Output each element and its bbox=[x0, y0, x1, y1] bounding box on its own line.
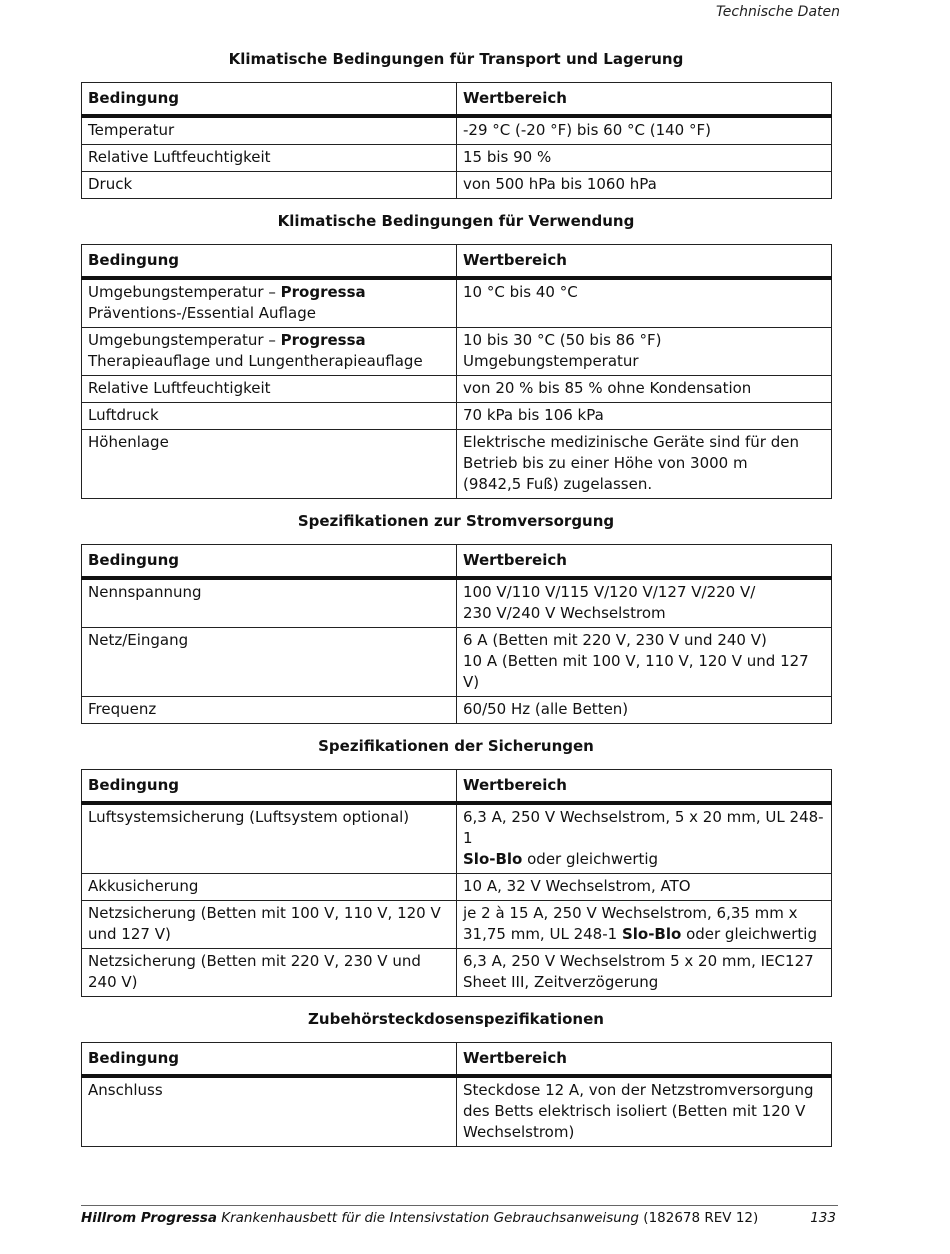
condition-cell bbox=[82, 145, 457, 172]
cell-line bbox=[463, 1080, 825, 1101]
text-segment: 6 A (Betten mit 220 V, 230 V und 240 V) bbox=[463, 631, 767, 649]
condition-cell bbox=[82, 403, 457, 430]
table-row bbox=[82, 172, 832, 199]
spec-table bbox=[81, 1042, 832, 1147]
cell-line bbox=[88, 330, 450, 351]
cell-line bbox=[463, 630, 825, 651]
section-title: Spezifikationen der Sicherungen bbox=[318, 737, 594, 755]
range-cell bbox=[457, 278, 832, 328]
cell-line bbox=[88, 282, 450, 303]
range-cell bbox=[457, 145, 832, 172]
section-title: Klimatische Bedingungen für Transport und Lagerung bbox=[228, 50, 684, 68]
table-row bbox=[82, 901, 832, 949]
table-row bbox=[82, 328, 832, 376]
range-cell bbox=[457, 328, 832, 376]
column-header-range: Wertbereich bbox=[457, 545, 832, 579]
spec-table bbox=[81, 82, 832, 199]
cell-line bbox=[88, 876, 450, 897]
cell-line bbox=[88, 807, 450, 828]
cell-line bbox=[88, 147, 450, 168]
text-segment: 6,3 A, 250 V Wechselstrom 5 x 20 mm, IEC127 bbox=[463, 952, 814, 970]
condition-cell bbox=[82, 949, 457, 997]
condition-cell bbox=[82, 172, 457, 199]
page-number: 133 bbox=[810, 1210, 836, 1226]
condition-cell bbox=[82, 116, 457, 145]
text-segment: -29 °C (-20 °F) bis 60 °C (140 °F) bbox=[463, 121, 711, 139]
column-header-condition: Bedingung bbox=[82, 1043, 457, 1077]
cell-line bbox=[88, 699, 450, 720]
range-cell bbox=[457, 1076, 832, 1147]
table-row bbox=[82, 376, 832, 403]
text-segment: Betrieb bis zu einer Höhe von 3000 m bbox=[463, 454, 748, 472]
cell-line bbox=[88, 174, 450, 195]
column-header-range: Wertbereich bbox=[457, 83, 832, 117]
table-header-row bbox=[82, 545, 832, 579]
table-row bbox=[82, 949, 832, 997]
text-segment: Wechselstrom) bbox=[463, 1123, 575, 1141]
column-header-range: Wertbereich bbox=[457, 245, 832, 279]
table-row bbox=[82, 697, 832, 724]
cell-line bbox=[88, 582, 450, 603]
range-cell bbox=[457, 172, 832, 199]
cell-line bbox=[88, 432, 450, 453]
condition-cell bbox=[82, 328, 457, 376]
cell-line bbox=[463, 951, 825, 972]
cell-line bbox=[463, 972, 825, 993]
text-segment: 10 A, 32 V Wechselstrom, ATO bbox=[463, 877, 691, 895]
text-segment: (9842,5 Fuß) zugelassen. bbox=[463, 475, 653, 493]
spec-table bbox=[81, 244, 832, 499]
table-header-row bbox=[82, 1043, 832, 1077]
cell-line bbox=[88, 951, 450, 972]
column-header-condition: Bedingung bbox=[82, 245, 457, 279]
cell-line bbox=[88, 630, 450, 651]
text-segment: 10 °C bis 40 °C bbox=[463, 283, 578, 301]
bold-text: Slo-Blo bbox=[621, 925, 682, 943]
range-cell bbox=[457, 628, 832, 697]
cell-line bbox=[463, 405, 825, 426]
text-segment: Präventions-/Essential Auflage bbox=[88, 304, 316, 322]
spec-table bbox=[81, 769, 832, 997]
cell-line bbox=[88, 972, 450, 993]
condition-cell bbox=[82, 901, 457, 949]
cell-line bbox=[463, 432, 825, 453]
cell-line bbox=[463, 282, 825, 303]
condition-cell bbox=[82, 430, 457, 499]
text-segment: Akkusicherung bbox=[88, 877, 199, 895]
cell-line bbox=[463, 1122, 825, 1143]
range-cell bbox=[457, 116, 832, 145]
text-segment: 15 bis 90 % bbox=[463, 148, 552, 166]
cell-line bbox=[463, 378, 825, 399]
text-segment: Druck bbox=[88, 175, 133, 193]
table-row bbox=[82, 874, 832, 901]
column-header-condition: Bedingung bbox=[82, 545, 457, 579]
cell-line bbox=[463, 924, 825, 945]
table-row bbox=[82, 116, 832, 145]
condition-cell bbox=[82, 376, 457, 403]
column-header-range: Wertbereich bbox=[457, 770, 832, 804]
table-row bbox=[82, 278, 832, 328]
cell-line bbox=[463, 603, 825, 624]
section-title: Klimatische Bedingungen für Verwendung bbox=[277, 212, 635, 230]
cell-line bbox=[463, 699, 825, 720]
table-row bbox=[82, 403, 832, 430]
text-segment: oder gleichwertig bbox=[681, 925, 817, 943]
cell-line bbox=[88, 351, 450, 372]
range-cell bbox=[457, 376, 832, 403]
cell-line bbox=[88, 303, 450, 324]
section-title: Spezifikationen zur Stromversorgung bbox=[297, 512, 615, 530]
cell-line bbox=[463, 903, 825, 924]
cell-line bbox=[88, 903, 450, 924]
text-segment: Luftdruck bbox=[88, 406, 159, 424]
text-segment: Steckdose 12 A, von der Netzstromversorgung bbox=[463, 1081, 814, 1099]
page-footer bbox=[81, 1205, 838, 1226]
range-cell bbox=[457, 403, 832, 430]
text-segment: 31,75 mm, UL 248-1 bbox=[463, 925, 622, 943]
table-row bbox=[82, 145, 832, 172]
text-segment: von 20 % bis 85 % ohne Kondensation bbox=[463, 379, 752, 397]
text-segment: 10 bis 30 °C (50 bis 86 °F) Umgebungstemperatur bbox=[463, 331, 662, 370]
condition-cell bbox=[82, 803, 457, 874]
text-segment: je 2 à 15 A, 250 V Wechselstrom, 6,35 mm x bbox=[463, 904, 798, 922]
cell-line bbox=[88, 924, 450, 945]
text-segment: 100 V/110 V/115 V/120 V/127 V/220 V/ bbox=[463, 583, 756, 601]
cell-line bbox=[463, 474, 825, 495]
text-segment: Netzsicherung (Betten mit 220 V, 230 V und bbox=[88, 952, 421, 970]
cell-line bbox=[463, 120, 825, 141]
bold-text: Progressa bbox=[280, 283, 366, 301]
table-row bbox=[82, 578, 832, 628]
range-cell bbox=[457, 901, 832, 949]
column-header-condition: Bedingung bbox=[82, 83, 457, 117]
bold-text: Progressa bbox=[280, 331, 366, 349]
cell-line bbox=[463, 174, 825, 195]
table-row bbox=[82, 1076, 832, 1147]
cell-line bbox=[88, 1080, 450, 1101]
cell-line bbox=[463, 651, 825, 693]
text-segment: und 127 V) bbox=[88, 925, 171, 943]
column-header-condition: Bedingung bbox=[82, 770, 457, 804]
document-body bbox=[81, 48, 831, 1158]
column-header-range: Wertbereich bbox=[457, 1043, 832, 1077]
text-segment: 70 kPa bis 106 kPa bbox=[463, 406, 604, 424]
text-segment: Sheet III, Zeitverzögerung bbox=[463, 973, 659, 991]
table-row bbox=[82, 628, 832, 697]
text-segment: Relative Luftfeuchtigkeit bbox=[88, 148, 271, 166]
condition-cell bbox=[82, 278, 457, 328]
table-header-row bbox=[82, 83, 832, 117]
condition-cell bbox=[82, 1076, 457, 1147]
cell-line bbox=[463, 453, 825, 474]
text-segment: 10 A (Betten mit 100 V, 110 V, 120 V und 127 V) bbox=[463, 652, 809, 691]
cell-line bbox=[88, 120, 450, 141]
spec-table bbox=[81, 544, 832, 724]
table-header-row bbox=[82, 245, 832, 279]
table-row bbox=[82, 803, 832, 874]
text-segment: Temperatur bbox=[88, 121, 175, 139]
text-segment: Luftsystemsicherung (Luftsystem optional) bbox=[88, 808, 410, 826]
cell-line bbox=[88, 378, 450, 399]
cell-line bbox=[463, 1101, 825, 1122]
text-segment: Netz/Eingang bbox=[88, 631, 189, 649]
condition-cell bbox=[82, 874, 457, 901]
text-segment: oder gleichwertig bbox=[522, 850, 659, 868]
text-segment: Umgebungstemperatur – bbox=[88, 331, 281, 349]
text-segment: Höhenlage bbox=[88, 433, 169, 451]
range-cell bbox=[457, 803, 832, 874]
page-header: Technische Daten bbox=[715, 4, 840, 20]
text-segment: Anschluss bbox=[88, 1081, 163, 1099]
range-cell bbox=[457, 697, 832, 724]
text-segment: Nennspannung bbox=[88, 583, 202, 601]
cell-line bbox=[463, 582, 825, 603]
cell-line bbox=[463, 849, 825, 870]
range-cell bbox=[457, 578, 832, 628]
table-row bbox=[82, 430, 832, 499]
range-cell bbox=[457, 874, 832, 901]
text-segment: des Betts elektrisch isoliert (Betten mit 120 V bbox=[463, 1102, 806, 1120]
section-title: Zubehörsteckdosenspezifikationen bbox=[308, 1010, 604, 1028]
text-segment: 230 V/240 V Wechselstrom bbox=[463, 604, 666, 622]
cell-line bbox=[463, 147, 825, 168]
cell-line bbox=[463, 330, 825, 372]
text-segment: Umgebungstemperatur – bbox=[88, 283, 281, 301]
condition-cell bbox=[82, 628, 457, 697]
condition-cell bbox=[82, 578, 457, 628]
text-segment: Netzsicherung (Betten mit 100 V, 110 V, 120 V bbox=[88, 904, 441, 922]
footer-description: Krankenhausbett für die Intensivstation Gebrauchsanweisung bbox=[221, 1210, 639, 1226]
cell-line bbox=[88, 405, 450, 426]
bold-text: Slo-Blo bbox=[463, 850, 523, 868]
range-cell bbox=[457, 430, 832, 499]
text-segment: 6,3 A, 250 V Wechselstrom, 5 x 20 mm, UL 248-1 bbox=[463, 808, 824, 847]
text-segment: 60/50 Hz (alle Betten) bbox=[463, 700, 629, 718]
text-segment: Relative Luftfeuchtigkeit bbox=[88, 379, 271, 397]
condition-cell bbox=[82, 697, 457, 724]
table-header-row bbox=[82, 770, 832, 804]
text-segment: Frequenz bbox=[88, 700, 157, 718]
text-segment: 240 V) bbox=[88, 973, 138, 991]
range-cell bbox=[457, 949, 832, 997]
footer-brand: Hillrom Progressa bbox=[81, 1210, 217, 1226]
cell-line bbox=[463, 807, 825, 849]
text-segment: Therapieauflage und Lungentherapieauflage bbox=[88, 352, 423, 370]
text-segment: von 500 hPa bis 1060 hPa bbox=[463, 175, 657, 193]
cell-line bbox=[463, 876, 825, 897]
text-segment: Elektrische medizinische Geräte sind für den bbox=[463, 433, 799, 451]
footer-doc-ref: (182678 REV 12) bbox=[643, 1210, 759, 1226]
